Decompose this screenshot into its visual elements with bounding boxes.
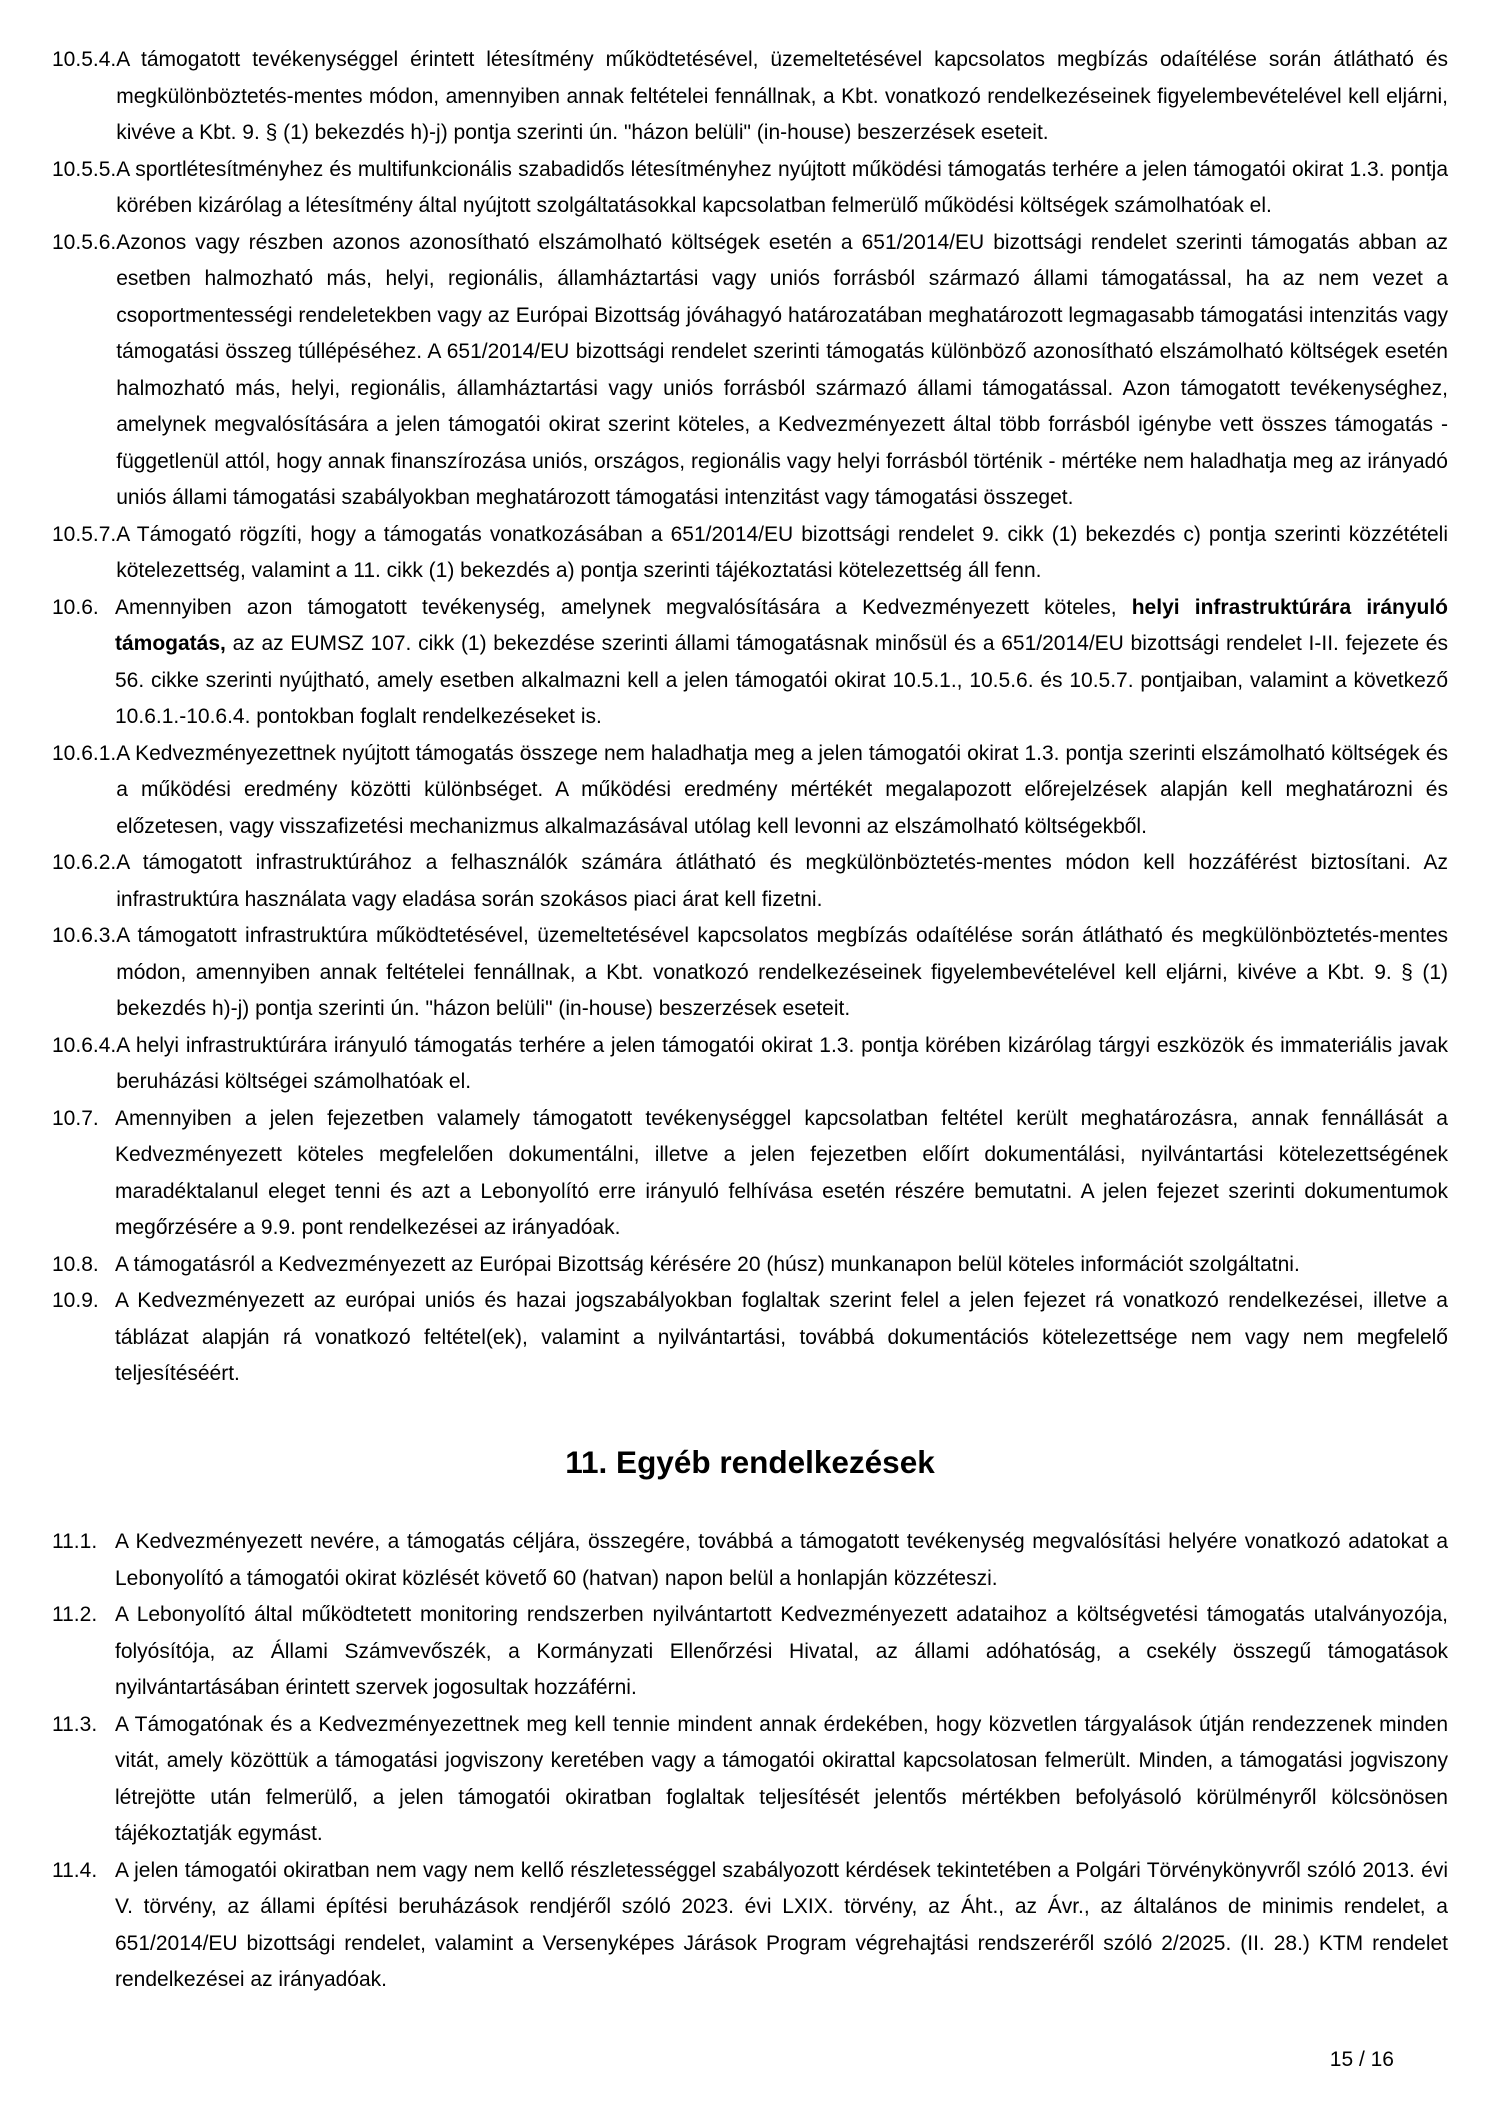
paragraph-text-part: A Támogatónak és a Kedvezményezettnek meg kell tennie mindent annak érdekében, hogy közvetlen tárgyalások útján rendezzenek minden vitát, amely közöttük a támogatási jogviszony keretében vagy a támogatói okirattal kapcsolatosan felmerült. Minden, a támogatási jogviszony létrejötte után felmerülő, a jelen támogatói okiratban foglaltak teljesítését jelentős mértékben befolyásoló körülményről kölcsönösen tájékoztatják egymást.: [115, 1712, 1448, 1845]
paragraph-text-part: A támogatott infrastruktúrához a felhasználók számára átlátható és megkülönböztetés-mentes módon kell hozzáférést biztosítani. Az infrastruktúra használata vagy eladása során szokásos piaci árat kell fizetni.: [116, 851, 1448, 911]
paragraph: [52, 1283, 1448, 1393]
paragraph-text-part: helyi infrastruktúrára irányuló támogatás,: [115, 595, 1448, 655]
paragraph: [52, 736, 1448, 846]
paragraph: [52, 225, 1448, 517]
paragraph-text: [115, 1853, 1448, 1999]
paragraph: [52, 1597, 1448, 1707]
paragraph-number: 10.9.: [52, 1289, 99, 1312]
paragraph-text: [115, 1283, 1448, 1393]
section-heading: 11. Egyéb rendelkezések: [565, 1443, 935, 1480]
paragraph: [52, 42, 1448, 152]
paragraph-text-part: A sportlétesítményhez és multifunkcionális szabadidős létesítményhez nyújtott működési támogatás terhére a jelen támogatói okirat 1.3. pontja körében kizárólag a létesítmény által nyújtott szolgáltatásokkal kapcsolatban felmerülő működési költségek számolhatóak el.: [116, 157, 1448, 217]
paragraph-text-part: A támogatott infrastruktúra működtetésével, üzemeltetésével kapcsolatos megbízás odaítélése során átlátható és megkülönböztetés-mentes módon, amennyiben annak feltételei fennállnak, a Kbt. vonatkozó rendelkezéseinek figyelembevételével kell eljárni, kivéve a Kbt. 9. § (1) bekezdés h)-j) pontja szerinti ún. "házon belüli" (in-house) beszerzések eseteit.: [116, 924, 1448, 1020]
paragraph-number: 10.5.6.: [52, 230, 117, 254]
paragraph-number: 10.6.: [52, 595, 99, 619]
paragraph-number: 11.2.: [52, 1603, 98, 1626]
paragraph-text-part: A támogatásról a Kedvezményezett az Európai Bizottság kérésére 20 (húsz) munkanapon belül köteles információt szolgáltatni.: [115, 1252, 1300, 1276]
paragraph-text-part: A Támogató rögzíti, hogy a támogatás vonatkozásában a 651/2014/EU bizottsági rendelet 9. cikk (1) bekezdés c) pontja szerinti közzétételi kötelezettség, valamint a 11. cikk (1) bekezdés a) pontja szerinti tájékoztatási kötelezettség áll fenn.: [116, 522, 1448, 582]
paragraph-text: [116, 517, 1448, 590]
paragraph-text: [115, 1707, 1448, 1853]
paragraph-number: 11.3.: [52, 1712, 98, 1736]
paragraph: [52, 1028, 1448, 1101]
paragraph: [52, 918, 1448, 1028]
paragraph-text: [115, 1247, 1448, 1284]
paragraph-text-part: Amennyiben azon támogatott tevékenység, amelynek megvalósítására a Kedvezményezett köteles,: [115, 595, 1132, 619]
paragraph-number: 11.1.: [52, 1530, 98, 1553]
paragraph: [52, 845, 1448, 918]
paragraph: [52, 1101, 1448, 1247]
paragraph-number: 10.6.1.: [52, 741, 117, 765]
paragraph-text: [116, 918, 1448, 1028]
paragraph-text: [116, 42, 1448, 152]
paragraph-number: 10.5.5.: [52, 157, 117, 181]
paragraph-text: [116, 845, 1448, 918]
paragraph-number: 10.8.: [52, 1252, 99, 1276]
paragraph: [52, 1853, 1448, 1999]
paragraph-text: [115, 1597, 1448, 1707]
paragraph: [52, 1707, 1448, 1853]
paragraph-text: [116, 1028, 1448, 1101]
paragraph: [52, 517, 1448, 590]
paragraph-text-part: A Kedvezményezett nevére, a támogatás céljára, összegére, továbbá a támogatott tevékenység megvalósítási helyére vonatkozó adatokat a Lebonyolító a támogatói okirat közlését követő 60 (hatvan) napon belül a honlapján közzéteszi.: [115, 1530, 1448, 1590]
paragraph-text-part: A Kedvezményezettnek nyújtott támogatás összege nem haladhatja meg a jelen támogatói okirat 1.3. pontja szerinti elszámolható költségek és a működési eredmény közötti különbséget. A működési eredmény mértékét megalapozott előrejelzések alapján kell meghatározni és előzetesen, vagy visszafizetési mechanizmus alkalmazásával utólag kell levonni az elszámolható költségekből.: [116, 741, 1448, 838]
paragraph-number: 10.5.7.: [52, 522, 117, 546]
paragraph-text: [116, 152, 1448, 225]
paragraph-number: 10.6.3.: [52, 924, 117, 947]
page-number: 15 / 16: [1329, 2048, 1394, 2071]
paragraph-text: [115, 1101, 1448, 1247]
paragraph-text-part: az az EUMSZ 107. cikk (1) bekezdése szerinti állami támogatásnak minősül és a 651/2014/EU bizottsági rendelet I-II. fejezete és 56. cikke szerinti nyújtható, amely esetben alkalmazni kell a jelen támogatói okirat 10.5.1., 10.5.6. és 10.5.7. pontjaiban, valamint a következő 10.6.1.-10.6.4. pontokban foglalt rendelkezéseket is.: [115, 632, 1448, 728]
paragraph-text: [115, 590, 1448, 736]
paragraph-text: [116, 736, 1448, 846]
paragraph-text-part: A jelen támogatói okiratban nem vagy nem kellő részletességgel szabályozott kérdések tekintetében a Polgári Törvénykönyvről szóló 2013. évi V. törvény, az állami építési beruházások rendjéről szóló 2023. évi LXIX. törvény, az Áht., az Ávr., az általános de minimis rendelet, a 651/2014/EU bizottsági rendelet, valamint a Versenyképes Járások Program végrehajtási rendszeréről szóló 2/2025. (II. 28.) KTM rendelet rendelkezései az irányadóak.: [115, 1858, 1448, 1991]
paragraph: [52, 590, 1448, 736]
paragraph-text: [116, 225, 1448, 517]
paragraph-text-part: A támogatott tevékenységgel érintett létesítmény működtetésével, üzemeltetésével kapcsolatos megbízás odaítélése során átlátható és megkülönböztetés-mentes módon, amennyiben annak feltételei fennállnak, a Kbt. vonatkozó rendelkezéseinek figyelembevételével kell eljárni, kivéve a Kbt. 9. § (1) bekezdés h)-j) pontja szerinti ún. "házon belüli" (in-house) beszerzések eseteit.: [116, 48, 1448, 144]
paragraph-text-part: Azonos vagy részben azonos azonosítható elszámolható költségek esetén a 651/2014/EU bizottsági rendelet szerinti támogatás abban az esetben halmozható más, helyi, regionális, államháztartási vagy uniós forrásból származó állami támogatással, ha az nem vezet a csoportmentességi rendeletekben vagy az Európai Bizottság jóváhagyó határozatában meghatározott legmagasabb támogatási intenzitás vagy támogatási összeg túllépéséhez. A 651/2014/EU bizottsági rendelet szerinti támogatás különböző azonosítható elszámolható költségek esetén halmozható más, helyi, regionális, államháztartási vagy uniós forrásból származó állami támogatással. Azon támogatott tevékenységhez, amelynek megvalósítására a jelen támogatói okirat szerint köteles, a Kedvezményezett által több forrásból igénybe vett összes támogatás - függetlenül attól, hogy annak finanszírozása uniós, országos, regionális vagy helyi forrásból történik - mértéke nem haladhatja meg az irányadó uniós állami támogatási szabályokban meghatározott támogatási intenzitást vagy támogatási összeget.: [116, 230, 1448, 509]
paragraph-number: 10.6.2.: [52, 851, 117, 874]
paragraph-number: 11.4.: [52, 1858, 98, 1882]
paragraph: [52, 1524, 1448, 1597]
paragraph-text-part: A helyi infrastruktúrára irányuló támogatás terhére a jelen támogatói okirat 1.3. pontja körében kizárólag tárgyi eszközök és immateriális javak beruházási költségei számolhatóak el.: [116, 1033, 1448, 1093]
paragraph: [52, 152, 1448, 225]
paragraph: [52, 1247, 1448, 1284]
paragraph-text: [115, 1524, 1448, 1597]
page-footer: [1330, 2042, 1394, 2079]
paragraph-text-part: Amennyiben a jelen fejezetben valamely támogatott tevékenységgel kapcsolatban feltétel került meghatározásra, annak fennállását a Kedvezményezett köteles megfelelően dokumentálni, illetve a jelen fejezetben előírt dokumentálási, nyilvántartási kötelezettségének maradéktalanul eleget tenni és azt a Lebonyolító erre irányuló felhívása esetén részére bemutatni. A jelen fejezet szerinti dokumentumok megőrzésére a 9.9. pont rendelkezései az irányadóak.: [115, 1106, 1448, 1239]
paragraph-number: 10.6.4.: [52, 1033, 117, 1057]
paragraph-number: 10.5.4.: [52, 48, 117, 71]
paragraph-number: 10.7.: [52, 1106, 99, 1130]
paragraph-text-part: A Kedvezményezett az európai uniós és hazai jogszabályokban foglaltak szerint felel a jelen fejezet rá vonatkozó rendelkezései, illetve a táblázat alapján rá vonatkozó feltétel(ek), valamint a nyilvántartási, továbbá dokumentációs kötelezettsége nem vagy nem megfelelő teljesítéséért.: [115, 1289, 1448, 1385]
paragraph-text-part: A Lebonyolító által működtetett monitoring rendszerben nyilvántartott Kedvezményezett adataihoz a költségvetési támogatás utalványozója, folyósítója, az Állami Számvevőszék, a Kormányzati Ellenőrzési Hivatal, az állami adóhatóság, a csekély összegű támogatások nyilvántartásában érintett szervek jogosultak hozzáférni.: [115, 1603, 1448, 1699]
